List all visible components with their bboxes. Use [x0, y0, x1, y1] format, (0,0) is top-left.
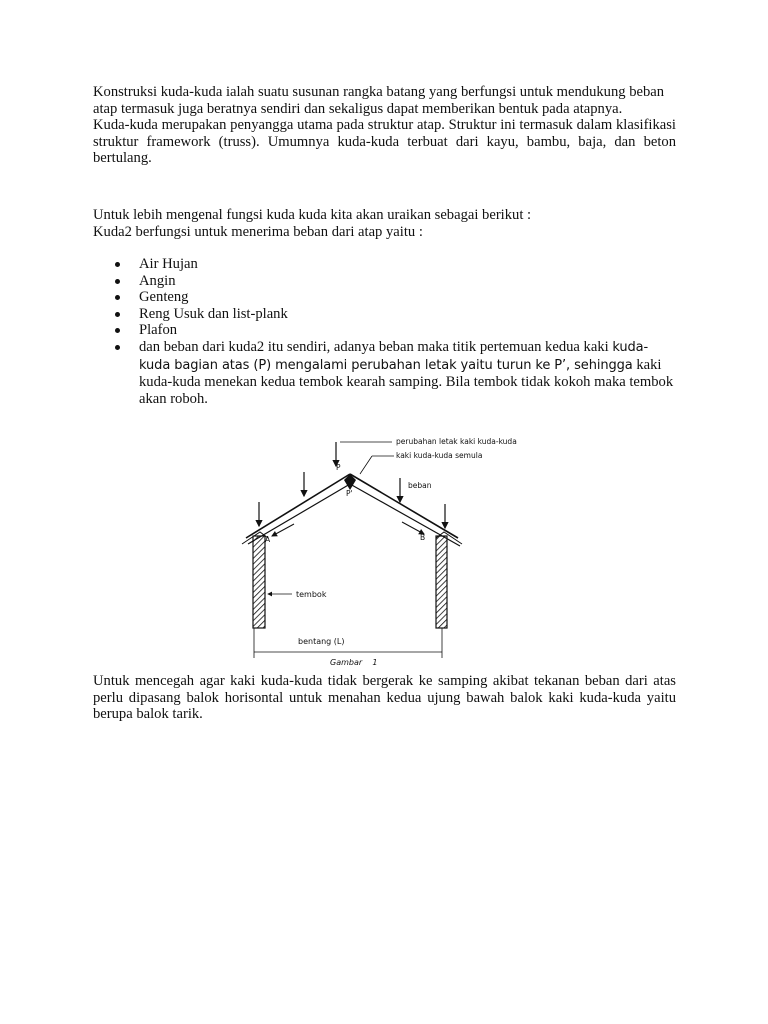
intro-section [93, 84, 676, 167]
label-beban: beban [408, 481, 432, 490]
bullet-icon [115, 312, 120, 317]
push-arrow-icon [272, 524, 294, 536]
leader-line [360, 456, 372, 474]
paragraph-definition: Konstruksi kuda-kuda ialah suatu susunan rangka batang yang berfungsi untuk mendukung beban atap termasuk juga beratnya sendiri dan sekaligus dapat memberikan bentuk pada atapnya. [93, 84, 665, 117]
right-rafter-deformed [350, 484, 460, 546]
list-item: Air Hujan [93, 256, 676, 273]
list-item: Reng Usuk dan list-plank [93, 306, 676, 323]
label-tembok: tembok [296, 590, 327, 599]
conclusion-section [93, 673, 676, 723]
paragraph-truss: Kuda-kuda merupakan penyangga utama pada struktur atap. Struktur ini termasuk dalam klasifikasi struktur framework (truss). Umumnya kuda-kuda terbuat dari kayu, bambu, baja, dan beton bertulang. [93, 117, 676, 167]
label-p: P [336, 463, 341, 472]
load-list [93, 256, 676, 407]
list-item: Angin [93, 273, 676, 290]
left-wall [253, 536, 265, 628]
bullet-icon [115, 262, 120, 267]
list-item [93, 339, 676, 407]
list-item: Genteng [93, 289, 676, 306]
label-bentang: bentang (L) [298, 637, 345, 646]
list-item: Plafon [93, 322, 676, 339]
right-rafter [350, 474, 458, 538]
bullet-icon [115, 328, 120, 333]
paragraph-conclusion: Untuk mencegah agar kaki kuda-kuda tidak bergerak ke samping akibat tekanan beban dari atas perlu dipasang balok horisontal untuk menahan kedua ujung bawah balok kaki kuda-kuda yaitu berupa balok tarik. [93, 673, 676, 723]
truss-diagram [232, 432, 517, 670]
bullet-text-part3: kaki kuda-kuda menekan kedua tembok kearah samping. Bila tembok tidak kokoh maka tembok akan roboh. [139, 356, 674, 407]
bullet-icon [115, 295, 120, 300]
label-a: A [265, 535, 271, 544]
paragraph-load-intro: Kuda2 berfungsi untuk menerima beban dari atap yaitu : [93, 223, 423, 240]
truss-figure [232, 432, 517, 670]
label-kaki: kaki kuda-kuda semula [396, 451, 483, 460]
bullet-text-part1: dan beban dari kuda2 itu sendiri, adanya beban maka titik pertemuan kedua kaki [139, 338, 609, 355]
bullet-text-part2: kuda-kuda bagian atas (P) mengalami perubahan letak yaitu turun ke P’, sehingga [139, 339, 649, 373]
left-rafter [246, 474, 350, 538]
paragraph-function-intro: Untuk lebih mengenal fungsi kuda kuda kita akan uraikan sebagai berikut : [93, 207, 532, 223]
function-section [93, 207, 676, 240]
bullet-icon [115, 279, 120, 284]
right-wall [436, 536, 447, 628]
label-b: B [420, 533, 426, 542]
figure-caption: Gambar 1 [330, 658, 378, 667]
label-perubahan: perubahan letak kaki kuda-kuda [396, 437, 517, 446]
label-p-prime: P' [346, 489, 353, 498]
bullet-icon [115, 345, 120, 350]
